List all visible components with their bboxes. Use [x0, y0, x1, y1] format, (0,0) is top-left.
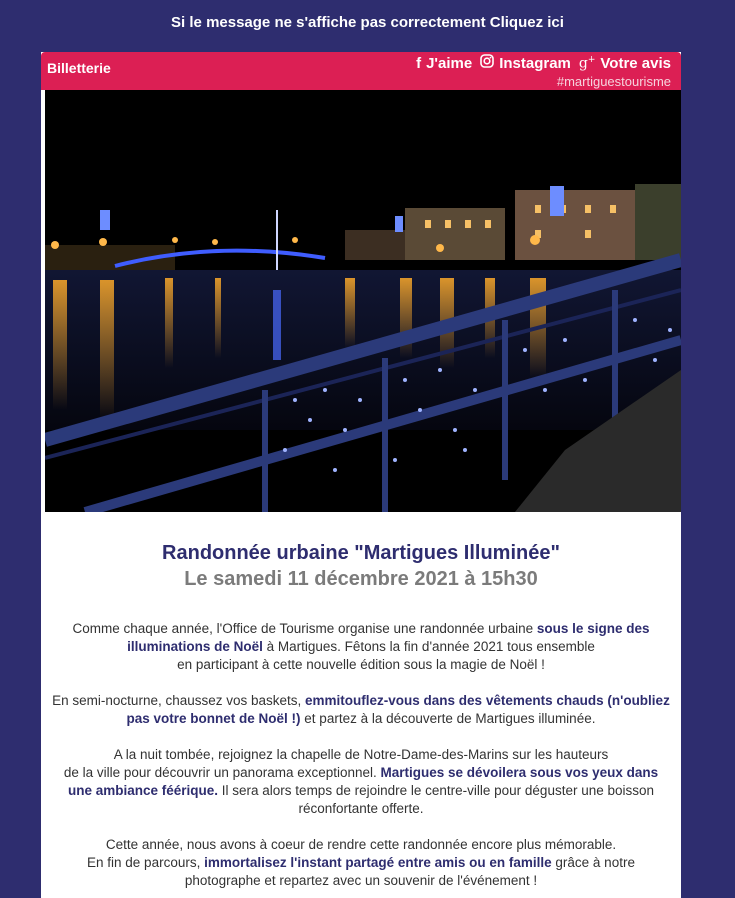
emphasis: sous le signe des illuminations de Noël: [127, 621, 650, 654]
facebook-icon: f: [416, 54, 422, 72]
instagram-link[interactable]: [480, 54, 571, 72]
review-link[interactable]: [579, 55, 671, 72]
text-span: En fin de parcours,: [87, 855, 205, 870]
social-links: [416, 54, 671, 72]
text-span: à Martigues. Fêtons la fin d'année 2021 tous ensemble: [262, 639, 595, 654]
paragraph-3: [51, 746, 671, 818]
event-date: Le samedi 11 décembre 2021 à 15h30: [184, 568, 538, 590]
review-label: Votre avis: [600, 54, 671, 72]
top-bar: [41, 52, 681, 90]
view-in-browser-link[interactable]: Si le message ne s'affiche pas correctement Cliquez ici: [171, 14, 564, 31]
emphasis: immortalisez l'instant partagé entre amis ou en famille: [204, 855, 552, 870]
event-description: [51, 620, 671, 898]
text-span: A la nuit tombée, rejoignez la chapelle de Notre-Dame-des-Marins sur les hauteurs: [113, 747, 609, 762]
paragraph-2: [51, 692, 671, 728]
facebook-label: J'aime: [426, 54, 473, 72]
facebook-link[interactable]: [416, 55, 472, 72]
text-span: en participant à cette nouvelle édition sous la magie de Noël !: [177, 657, 545, 672]
emphasis: emmitouflez-vous dans des vêtements chauds (n'oubliez pas votre bonnet de Noël !): [126, 693, 670, 726]
text-span: Il sera alors temps de rejoindre le centre-ville pour déguster une boisson réconfortante offerte.: [218, 783, 655, 816]
text-span: de la ville pour découvrir un panorama exceptionnel.: [63, 765, 381, 780]
text-span: Cette année, nous avons à coeur de rendre cette randonnée encore plus mémorable.: [105, 837, 617, 852]
ticketing-link[interactable]: Billetterie: [47, 60, 111, 76]
text-span: et partez à la découverte de Martigues illuminée.: [300, 711, 596, 726]
paragraph-4: [51, 836, 671, 890]
event-title: Randonnée urbaine "Martigues Illuminée": [162, 542, 560, 564]
newsletter-card: [41, 52, 681, 898]
text-span: En semi-nocturne, chaussez vos baskets,: [52, 693, 306, 708]
emphasis: Martigues se dévoilera sous vos yeux dans une ambiance féérique.: [67, 765, 659, 798]
instagram-label: Instagram: [499, 54, 571, 72]
instagram-icon: [480, 54, 494, 72]
text-span: Comme chaque année, l'Office de Tourisme organise une randonnée urbaine: [72, 621, 537, 636]
hashtag[interactable]: #martiguestourisme: [556, 74, 671, 89]
paragraph-1: [51, 620, 671, 674]
text-span: grâce à notre photographe et repartez avec un souvenir de l'événement !: [184, 855, 635, 888]
hero-image[interactable]: [45, 90, 681, 512]
google-plus-icon: g+: [578, 54, 596, 72]
